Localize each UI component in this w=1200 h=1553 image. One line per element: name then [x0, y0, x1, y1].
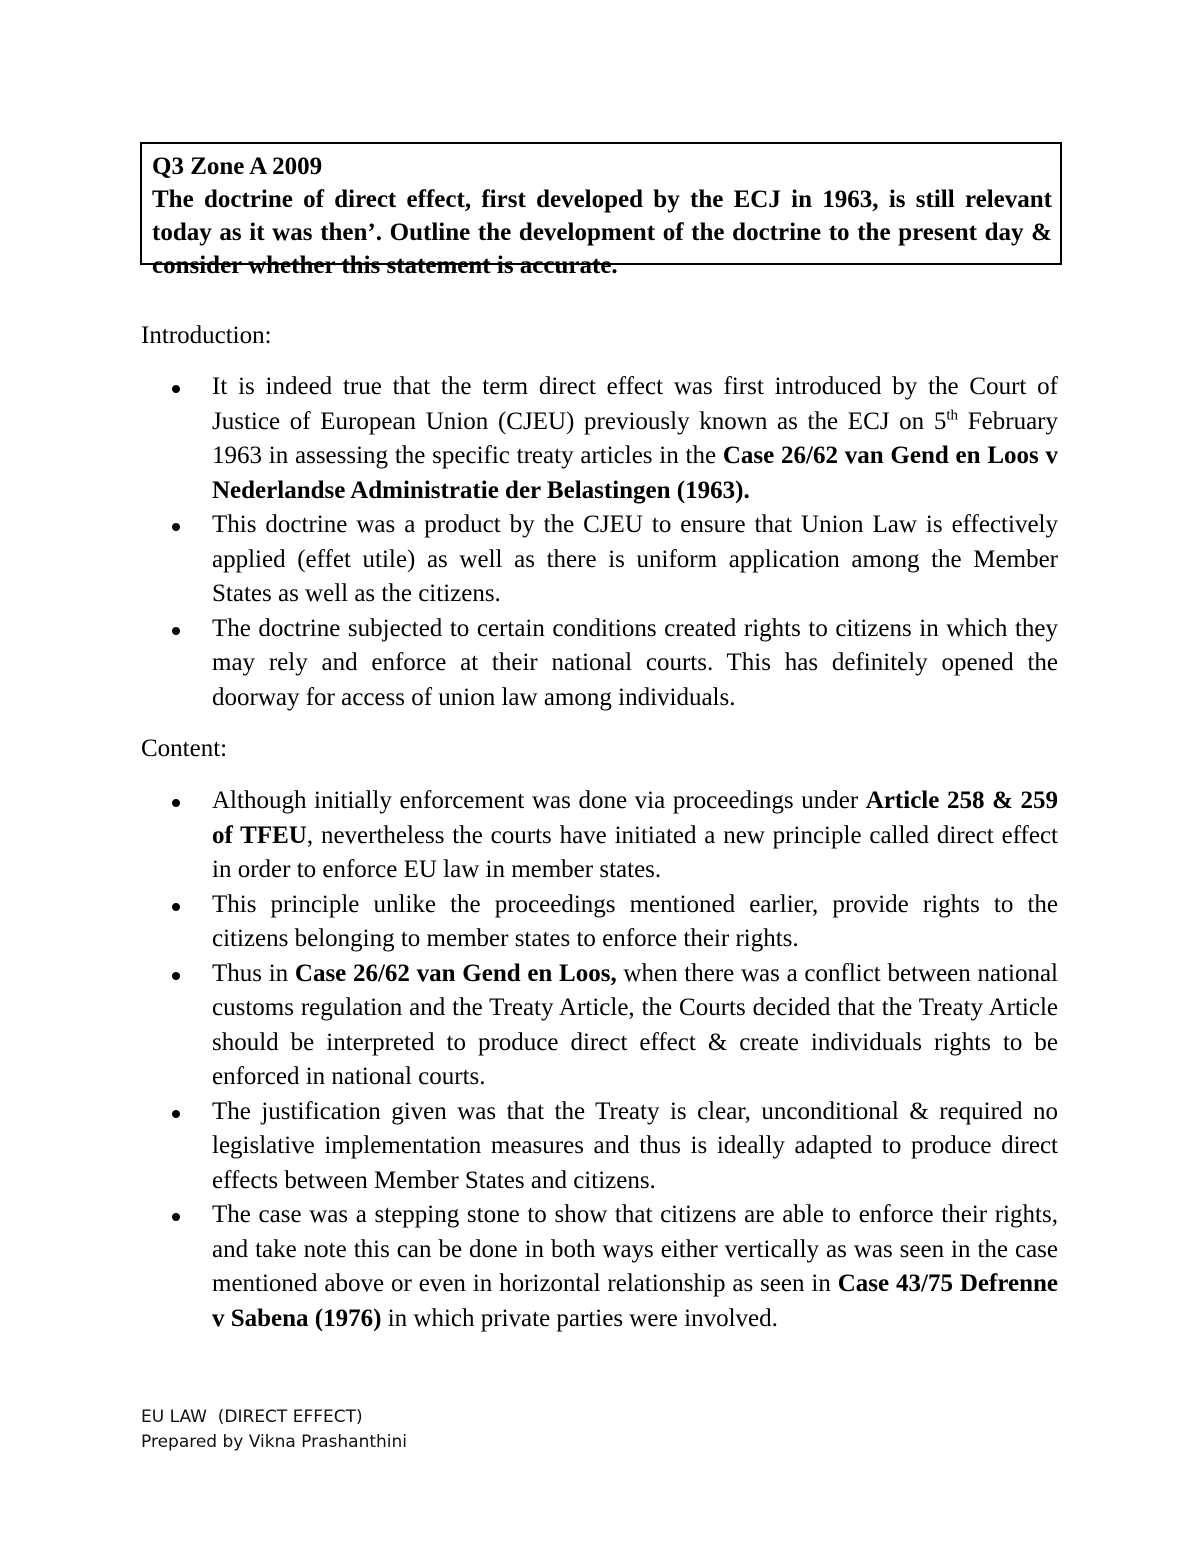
question-box [140, 142, 1062, 279]
bullet-icon [172, 523, 180, 531]
content-bullet-3-text-cont: when there was a conflict between national customs regulation and the Treaty Article, the Courts decided that the Treaty Article should be interpreted to produce direct effect & create individuals rights to be enforced in national courts. [212, 959, 1059, 1090]
bullet-icon [172, 1110, 180, 1118]
list-item [170, 888, 1058, 957]
list-item [170, 370, 1058, 508]
content-bullet-4-text: The justification given was that the Treaty is clear, unconditional & required no legislative implementation measures and thus is ideally adapted to produce direct effects between Member States and citizens. [212, 1097, 1058, 1194]
list-item [170, 612, 1058, 716]
case-citation: Case 26/62 van Gend en Loos v Nederlandse Administratie der Belastingen (1963). [212, 442, 1059, 504]
bullet-icon [172, 627, 180, 635]
question-text: The doctrine of direct effect, first developed by the ECJ in 1963, is still relevant today as it was then’. Outline the development of the doctrine to the present day & consider whether this statement is accurate. [152, 186, 1052, 279]
bullet-icon [172, 1213, 180, 1221]
list-item [170, 1198, 1058, 1336]
superscript-ordinal: th [946, 407, 959, 424]
content-bullet-1-text: Although initially enforcement was done via proceedings under [212, 787, 866, 814]
content-list [170, 784, 1058, 1336]
bullet-icon [172, 903, 180, 911]
bullet-icon [172, 385, 180, 393]
introduction-heading: Introduction: [141, 322, 272, 349]
content-bullet-5-text-cont: in which private parties were involved. [381, 1304, 778, 1332]
intro-bullet-1-text: It is indeed true that the term direct effect was first introduced by the Court of Justice of European Union (CJEU) previously known as the ECJ on 5 [212, 373, 1058, 435]
page-footer [141, 1405, 407, 1455]
list-item [170, 1095, 1058, 1199]
list-item [170, 508, 1058, 612]
list-item [170, 957, 1058, 1095]
question-title: Q3 Zone A 2009 [152, 153, 323, 180]
intro-bullet-1-text-cont: February 1963 in assessing the specific treaty articles in the [212, 407, 1058, 469]
footer-author: Prepared by Vikna Prashanthini [141, 1432, 408, 1452]
case-citation: Case 43/75 Defrenne v Sabena (1976) [212, 1270, 1058, 1332]
intro-bullet-2-text: This doctrine was a product by the CJEU to ensure that Union Law is effectively applied (effet utile) as well as there is uniform application among the Member States as well as the citizens. [212, 511, 1058, 607]
bullet-icon [172, 972, 180, 980]
intro-bullet-3-text: The doctrine subjected to certain conditions created rights to citizens in which they may rely and enforce at their national courts. This has definitely opened the doorway for access of union law among individuals. [212, 614, 1058, 711]
content-heading: Content: [141, 735, 228, 762]
bullet-icon [172, 799, 180, 807]
footer-subject: EU LAW (DIRECT EFFECT) [141, 1407, 363, 1427]
content-bullet-1-text-cont: , nevertheless the courts have initiated a new principle called direct effect in order to enforce EU law in member states. [212, 821, 1058, 883]
list-item [170, 784, 1058, 888]
article-citation: Article 258 & 259 of TFEU [212, 787, 1059, 849]
content-bullet-5-text: The case was a stepping stone to show that citizens are able to enforce their rights, and take note this can be done in both ways either vertically as was seen in the case mentioned above or even in horizontal relationship as seen in [212, 1201, 1058, 1297]
content-bullet-3-text: Thus in [212, 959, 295, 987]
content-bullet-2-text: This principle unlike the proceedings mentioned earlier, provide rights to the citizens belonging to member states to enforce their rights. [212, 890, 1058, 952]
introduction-list [170, 370, 1058, 715]
case-citation: Case 26/62 van Gend en Loos, [294, 959, 617, 987]
